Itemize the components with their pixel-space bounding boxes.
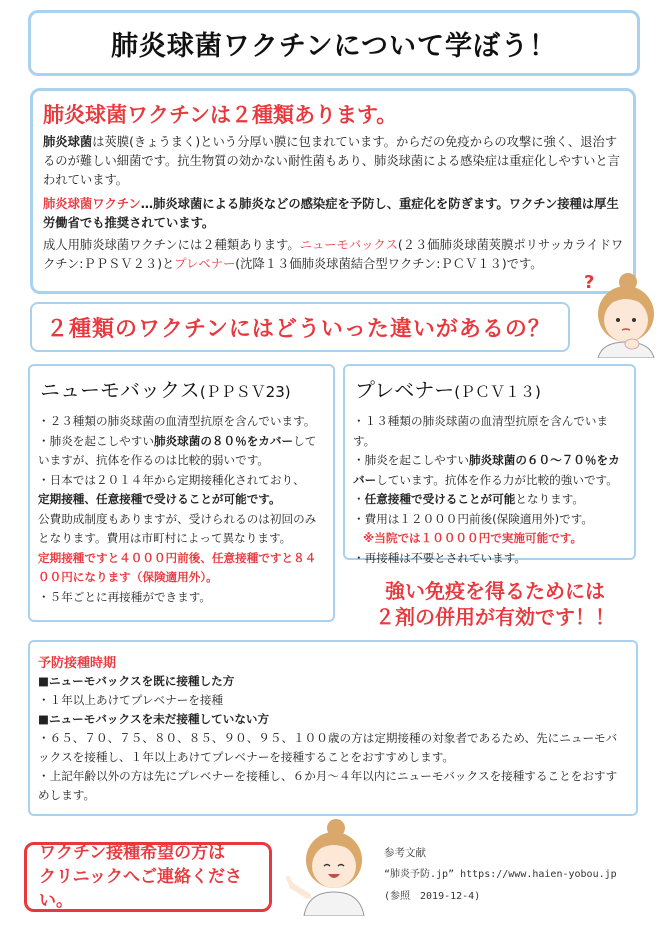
- pneumovax-heading: [40, 374, 291, 403]
- intro-heading: 肺炎球菌ワクチンは２種類あります。: [43, 103, 398, 127]
- intro-p2-text: …肺炎球菌による肺炎などの感染症を予防し、重症化を防ぎます。ワクチン接種は厚生労働省でも推奨されています。: [43, 197, 619, 230]
- list-item: [353, 490, 628, 510]
- reference-date: (参照 2019-12-4): [384, 891, 481, 902]
- pointing-girl-illustration: [286, 816, 372, 916]
- pneumovax-name: ニューモバックス: [40, 378, 200, 402]
- intro-paragraph-3: [43, 236, 625, 274]
- list-item-clinic-price: ※当院では１００００円で実施可能です。: [363, 531, 583, 545]
- contact-line-1: ワクチン接種希望の方は: [39, 843, 226, 863]
- intro-p3-c: (２３価肺炎球菌莢膜ポリサッカライドワクチン:ＰＰＳＶ２３)と: [43, 238, 624, 271]
- intro-paragraph-2: [43, 195, 625, 233]
- combination-message-line-2: ２剤の併用が有効です！！: [375, 605, 615, 629]
- pneumovax-list: [38, 412, 327, 607]
- list-item-text: していますが、抗体を作るのは比較的弱いです。: [38, 433, 317, 467]
- pneumovax-box: [28, 364, 335, 622]
- prevenar-list: [353, 412, 628, 568]
- list-item-text: となります。: [515, 492, 584, 506]
- combination-message-line-1: 強い免疫を得るためには: [385, 579, 605, 603]
- contact-box: [24, 842, 272, 912]
- svg-text:?: ?: [584, 272, 595, 293]
- list-item: ・１年以上あけてプレベナーを接種: [38, 693, 224, 707]
- list-item-text: ・: [353, 492, 365, 506]
- question-banner: [30, 302, 570, 352]
- timing-subheading: ■ニューモバックスを既に接種した方: [38, 674, 235, 688]
- contact-line-2: クリニックへご連絡ください。: [39, 867, 242, 911]
- list-item: 公費助成制度もありますが、受けられるのは初回のみとなります。費用は市町村によって異なります。: [38, 511, 317, 545]
- list-item: ・１３種類の肺炎球菌の血清型抗原を含んでいます。: [353, 414, 609, 448]
- prevenar-box: [343, 364, 636, 565]
- list-item: [38, 432, 327, 471]
- prevenar-code: (ＰＣＶ１３): [454, 383, 541, 401]
- timing-title: 予防接種時期: [38, 656, 117, 671]
- reference-block: [384, 842, 617, 908]
- list-item-text: ・肺炎を起こしやすい: [353, 453, 469, 467]
- intro-p3-pneumovax: ニューモバックス: [299, 238, 398, 252]
- intro-box: [30, 88, 636, 294]
- term-pneumococcus: 肺炎球菌: [43, 135, 93, 149]
- list-item: ・費用は１２０００円前後(保険適用外)です。: [353, 511, 593, 526]
- title-box: [28, 10, 640, 76]
- list-item-price: 定期接種ですと４０００円前後、任意接種ですと８４００円になります（保険適用外）。: [38, 550, 317, 584]
- intro-p3-e: (沈降１３価肺炎球菌結合型ワクチン:ＰＣＶ１３)です。: [235, 257, 543, 271]
- list-item: ・６５、７０、７５、８０、８５、９０、９５、１００歳の方は定期接種の対象者であるため、先にニューモバックスを接種し、１年以上あけてプレベナーを接種することをおすすめします。: [38, 731, 618, 764]
- list-item-emphasis: 肺炎球菌の６０～７０％をカバー: [353, 453, 620, 487]
- list-item: ・５年ごとに再接種ができます。: [38, 589, 211, 604]
- intro-p1-text: は莢膜(きょうまく)という分厚い膜に包まれています。からだの免疫からの攻撃に強く、退治するのが難しい細菌です。抗生物質の効かない耐性菌もあり、肺炎球菌による感染症は重症化しやすいと言われています。: [43, 135, 620, 187]
- list-item-emphasis: 肺炎球菌の８０％をカバー: [153, 433, 294, 448]
- combination-message: [360, 578, 630, 630]
- list-item: ・日本では２０１４年から定期接種化されており、: [38, 472, 305, 487]
- page-title: 肺炎球菌ワクチンについて学ぼう！: [110, 30, 558, 62]
- timing-subheading: ■ニューモバックスを未だ接種していない方: [38, 712, 270, 726]
- list-item: ・再接種は不要とされています。: [353, 550, 526, 565]
- list-item-text: しています。抗体を作る力が比較的強いです。: [376, 472, 618, 487]
- question-text: ２種類のワクチンにはどういった違いがあるの？: [46, 316, 551, 342]
- prevenar-heading: [355, 374, 541, 403]
- intro-paragraph-1: [43, 133, 625, 190]
- prevenar-name: プレベナー: [355, 378, 455, 402]
- intro-p3-a: 成人用肺炎球菌ワクチンには２種類あります。: [43, 238, 300, 252]
- term-vaccine: 肺炎球菌ワクチン: [43, 197, 141, 211]
- reference-label: 参考文献: [384, 847, 426, 859]
- intro-p3-prevenar: プレベナー: [174, 257, 236, 271]
- thinking-girl-illustration: [578, 268, 662, 358]
- reference-source: “肺炎予防.jp” https://www.haien-yobou.jp: [384, 869, 617, 880]
- list-item-emphasis: 任意接種で受けることが可能: [364, 492, 516, 506]
- timing-list: [38, 672, 628, 805]
- pneumovax-code: (ＰＰＳＶ23): [199, 383, 291, 401]
- list-item: [353, 451, 628, 490]
- list-item-text: ・肺炎を起こしやすい: [38, 433, 154, 448]
- list-item: 定期接種、任意接種で受けることが可能です。: [38, 492, 281, 506]
- list-item: ・２３種類の肺炎球菌の血清型抗原を含んでいます。: [38, 414, 316, 428]
- timing-box: [28, 640, 638, 816]
- list-item: ・上記年齢以外の方は先にプレベナーを接種し、６か月～４年以内にニューモバックスを接種することをおすすめします。: [38, 769, 618, 802]
